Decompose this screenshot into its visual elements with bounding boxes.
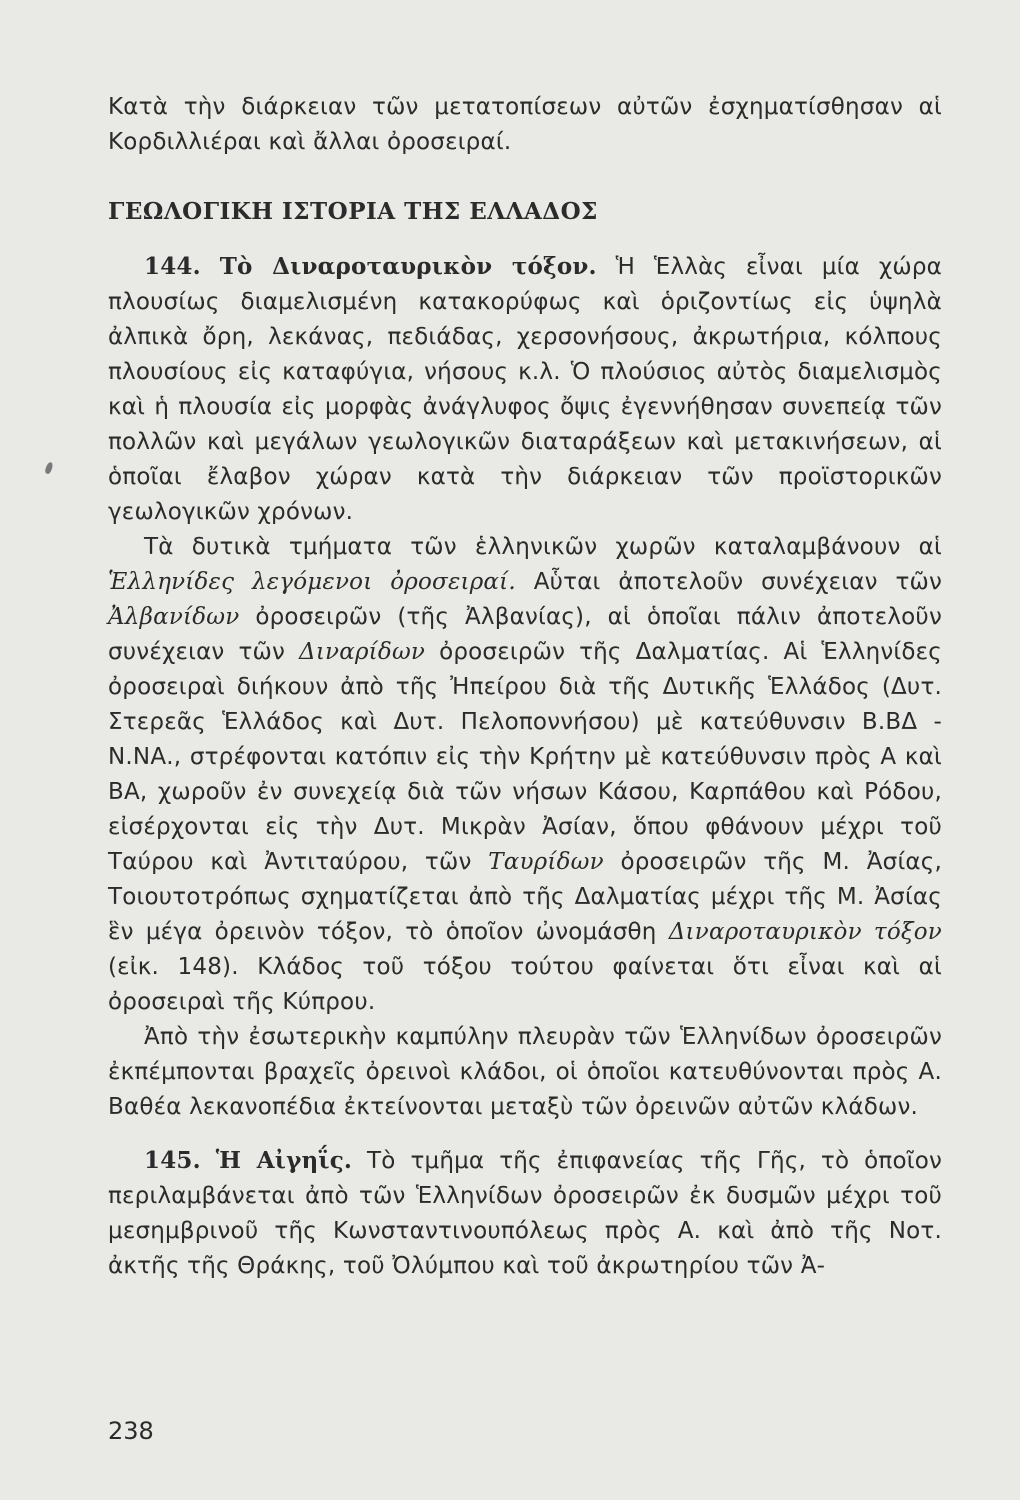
section-144-number: 144.: [144, 253, 201, 280]
section-144-title: Τὸ Διναροταυρικὸν τόξον.: [219, 253, 597, 280]
section-145-text-1: Τὸ τμῆμα τῆς ἐπιφανείας τῆς Γῆς, τὸ ὁποῖον περιλαμβάνεται ἀπὸ τῶν Ἑλληνίδων ὀροσειρῶν ἐκ δυσμῶν μέχρι τοῦ μεσημβρινοῦ τῆς Κωνσταντινουπόλεως πρὸς Α. καὶ ἀπὸ τῆς Νοτ. ἀκτῆς τῆς Θράκης, τοῦ Ὀλύμπου καὶ τοῦ ἀκρωτηρίου τῶν Ἀ-: [108, 1148, 943, 1279]
section-144-paragraph-1: [108, 249, 942, 530]
text-run: ὀροσειρῶν τῆς Μ. Ἀσίας, Τοιουτοτρόπως σχηματίζεται ἀπὸ τῆς Δαλματίας μέχρι τῆς Μ. Ἀσίας ἓν μέγα ὀρεινὸν τόξον, τὸ ὁποῖον ὠνομάσθη: [108, 849, 942, 945]
italic-term-tavridon: Ταυρίδων: [488, 849, 604, 875]
text-run: Αὗται ἀποτελοῦν συνέχειαν τῶν: [515, 569, 942, 595]
text-run: Τὰ δυτικὰ τμήματα τῶν ἑλληνικῶν χωρῶν καταλαμβάνουν αἱ: [144, 534, 942, 560]
italic-term-ellinides: Ἑλληνίδες λεγόμενοι ὀροσειραί.: [108, 569, 516, 595]
page-number: 238: [108, 1417, 154, 1445]
section-144-paragraph-2: [108, 530, 942, 1020]
section-145-title: Ἡ Αἰγηΐς.: [215, 1147, 353, 1174]
italic-term-dinaridon: Διναρίδων: [299, 639, 426, 665]
section-145-number: 145.: [144, 1147, 201, 1174]
chapter-heading: ΓΕΩΛΟΓΙΚΗ ΙΣΤΟΡΙΑ ΤΗΣ ΕΛΛΑΔΟΣ: [108, 198, 598, 225]
section-144-paragraph-3: Ἀπὸ τὴν ἐσωτερικὴν καμπύλην πλευρὰν τῶν Ἑλληνίδων ὀροσειρῶν ἐκπέμπονται βραχεῖς ὀρεινοὶ κλάδοι, οἱ ὁποῖοι κατευθύνονται πρὸς Α. Βαθέα λεκανοπέδια ἐκτείνονται μεταξὺ τῶν ὀρεινῶν αὐτῶν κλάδων.: [108, 1024, 942, 1120]
italic-term-alvanidon: Ἀλβανίδων: [108, 604, 240, 630]
text-run: (εἰκ. 148). Κλάδος τοῦ τόξου τούτου φαίνεται ὅτι εἶναι καὶ αἱ ὀροσειραὶ τῆς Κύπρου.: [108, 954, 942, 1015]
section-144-text-1: Ἡ Ἑλλὰς εἶναι μία χώρα πλουσίως διαμελισμένη κατακορύφως καὶ ὁριζοντίως εἰς ὑψηλὰ ἀλπικὰ ὄρη, λεκάνας, πεδιάδας, χερσονήσους, ἀκρωτήρια, κόλπους πλουσίους εἰς καταφύγια, νήσους κ.λ. Ὁ πλούσιος αὐτὸς διαμελισμὸς καὶ ἡ πλουσία εἰς μορφὰς ἀνάγλυφος ὄψις ἐγεννήθησαν συνεπείᾳ τῶν πολλῶν καὶ μεγάλων γεωλογικῶν διαταράξεων καὶ μετακινήσεων, αἱ ὁποῖαι ἔλαβον χώραν κατὰ τὴν διάρκειαν τῶν προϊστορικῶν γεωλογικῶν χρόνων.: [108, 254, 942, 525]
italic-term-dinarotavrikon: Διναροταυρικὸν τόξον: [668, 919, 942, 945]
section-145-paragraph-1: [108, 1143, 942, 1284]
margin-ink-mark: [44, 461, 54, 474]
intro-paragraph: Κατὰ τὴν διάρκειαν τῶν μετατοπίσεων αὐτῶν ἐσχηματίσθησαν αἱ Κορδιλλιέραι καὶ ἄλλαι ὀροσειραί.: [108, 94, 942, 155]
text-run: ὀροσειρῶν τῆς Δαλματίας. Αἱ Ἑλληνίδες ὀροσειραὶ διήκουν ἀπὸ τῆς Ἠπείρου διὰ τῆς Δυτικῆς Ἑλλάδος (Δυτ. Στερεᾶς Ἑλλάδος καὶ Δυτ. Πελοποννήσου) μὲ κατεύθυνσιν Β.ΒΔ - Ν.ΝΑ., στρέφονται κατόπιν εἰς τὴν Κρήτην μὲ κατεύθυνσιν πρὸς Α καὶ ΒΑ, χωροῦν ἐν συνεχείᾳ διὰ τῶν νήσων Κάσου, Καρπάθου καὶ Ρόδου, εἰσέρχονται εἰς τὴν Δυτ. Μικρὰν Ἀσίαν, ὅπου φθάνουν μέχρι τοῦ Ταύρου καὶ Ἀντιταύρου, τῶν: [108, 639, 942, 875]
text-run: ὀροσειρῶν (τῆς Ἀλβανίας), αἱ ὁποῖαι πάλιν ἀποτελοῦν συνέχειαν τῶν: [108, 604, 942, 665]
